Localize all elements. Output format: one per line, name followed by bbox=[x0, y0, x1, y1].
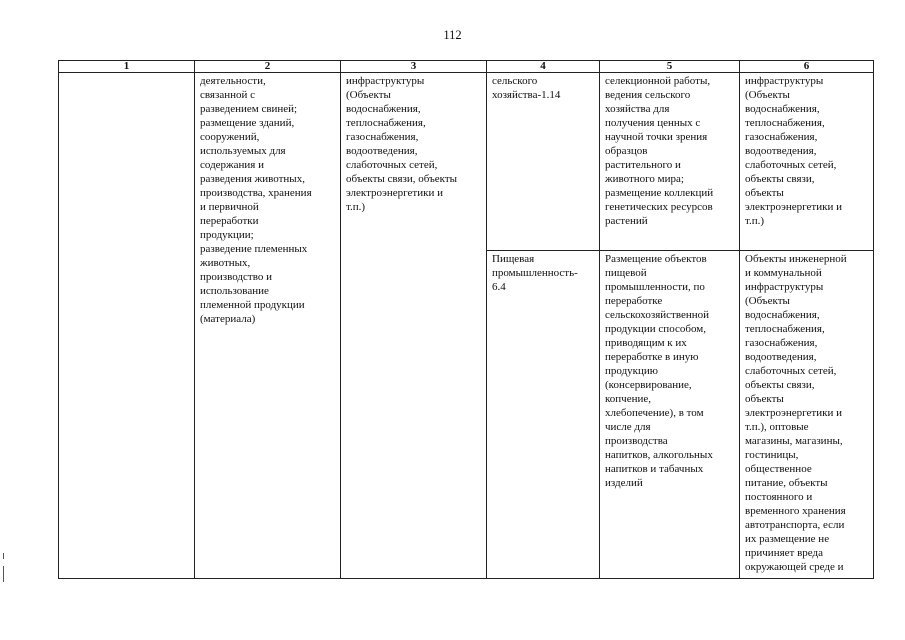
cell-row1-col-5-text: селекционной работы, ведения сельского хозяйства для получения ценных с научной точки зрения образцов растительного и животного мира; размещение коллекций генетических ресурсов растений bbox=[605, 75, 714, 227]
cell-row1-col-6 bbox=[740, 73, 874, 251]
cell-row1-col-6-text: инфраструктуры (Объекты водоснабжения, теплоснабжения, газоснабжения, водоотведения, слаботочных сетей, объекты связи, объекты электроэнергетики и т.п.) bbox=[745, 75, 842, 227]
cell-row2-col-6 bbox=[740, 251, 874, 579]
cell-row2-col-6-text: Объекты инженерной и коммунальной инфраструктуры (Объекты водоснабжения, теплоснабжения, газоснабжения, водоотведения, слаботочных сетей, объекты связи, объекты электроэнергетики и т.п.), оптовые магазины, магазины, гостиницы, общественное питание, объекты постоянного и временного хранения автотранспорта, если их размещение не причиняет вреда окружающей среде и bbox=[745, 253, 847, 573]
header-row bbox=[59, 61, 874, 73]
scan-edge-mark bbox=[3, 566, 4, 582]
table-row bbox=[59, 73, 874, 251]
cell-row2-col-5-text: Размещение объектов пищевой промышленности, по переработке сельскохозяйственной продукции способом, приводящим к их переработке в иную продукцию (консервирование, копчение, хлебопечение), в том числе для производства напитков, алкогольных напитков и табачных изделий bbox=[605, 253, 713, 489]
cell-row1-col-4-text: сельского хозяйства-1.14 bbox=[492, 75, 561, 101]
header-col-3: 3 bbox=[341, 61, 487, 73]
scan-edge-mark bbox=[3, 553, 4, 559]
header-col-6: 6 bbox=[740, 61, 874, 73]
cell-col-1 bbox=[59, 73, 195, 579]
cell-col-2 bbox=[195, 73, 341, 579]
cell-row2-col-4 bbox=[487, 251, 600, 579]
header-col-2: 2 bbox=[195, 61, 341, 73]
land-use-table bbox=[58, 60, 874, 579]
cell-row1-col-5 bbox=[600, 73, 740, 251]
header-col-5: 5 bbox=[600, 61, 740, 73]
page-number: 112 bbox=[443, 28, 462, 42]
cell-row2-col-5 bbox=[600, 251, 740, 579]
cell-col-3 bbox=[341, 73, 487, 579]
cell-row1-col-4 bbox=[487, 73, 600, 251]
cell-row2-col-4-text: Пищевая промышленность- 6.4 bbox=[492, 253, 578, 293]
cell-col-2-text: деятельности, связанной с разведением свиней; размещение зданий, сооружений, используемых для содержания и разведения животных, производства, хранения и первичной переработки продукции; разведение племенных животных, производство и использование племенной продукции (материала) bbox=[200, 75, 312, 325]
header-col-1: 1 bbox=[59, 61, 195, 73]
cell-col-3-text: инфраструктуры (Объекты водоснабжения, теплоснабжения, газоснабжения, водоотведения, слаботочных сетей, объекты связи, объекты электроэнергетики и т.п.) bbox=[346, 75, 458, 213]
header-col-4: 4 bbox=[487, 61, 600, 73]
